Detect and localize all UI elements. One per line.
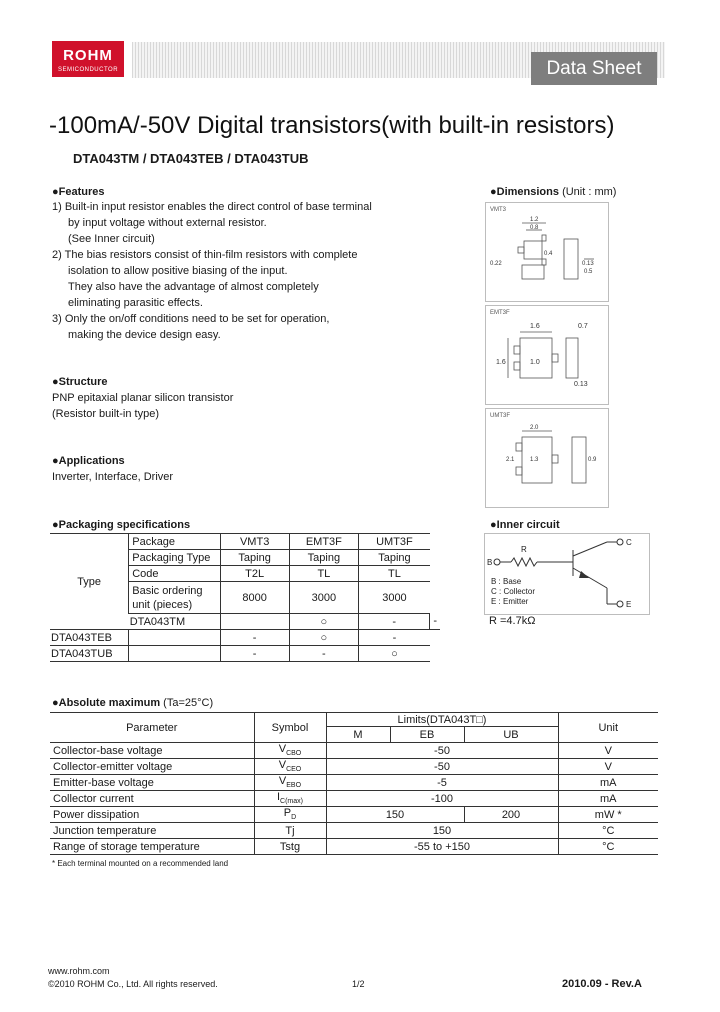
symbol-sub: CEO (286, 766, 302, 774)
inner-circuit-diagram (484, 533, 650, 615)
limit-value: -55 to +150 (326, 839, 558, 855)
symbol-main: I (276, 791, 281, 804)
page-title: -100mA/-50V Digital transistors(with built-in resistors) (49, 112, 615, 139)
feature-line: They also have the advantage of almost completely (68, 281, 319, 293)
row-label (129, 582, 220, 614)
part-numbers: DTA043TM / DTA043TEB / DTA043TUB (73, 151, 309, 166)
row-label: Package (129, 534, 220, 550)
table-cell: - (220, 630, 289, 646)
row-label-line: unit (pieces) (132, 598, 193, 611)
symbol-cell (254, 775, 326, 791)
dimensions-heading (490, 186, 616, 198)
feature-line: eliminating parasitic effects. (68, 297, 203, 309)
absolute-max-title: ●Absolute maximum (52, 697, 161, 709)
panel-label: UMT3F (490, 413, 510, 419)
dim-value: 0.13 (582, 261, 594, 267)
table-row (50, 823, 658, 839)
table-cell: - (359, 630, 430, 646)
param-name: Power dissipation (50, 807, 254, 823)
unit-value: V (558, 743, 658, 759)
table-row (50, 743, 658, 759)
unit-value: V (558, 759, 658, 775)
table-row (50, 534, 440, 550)
legend-line: B : Base (491, 577, 522, 586)
row-label: Code (129, 566, 220, 582)
applications-line: Inverter, Interface, Driver (52, 471, 174, 483)
table-row (50, 839, 658, 855)
dim-value: 1.3 (530, 457, 539, 463)
table-cell: VMT3 (220, 534, 289, 550)
dim-value: 0.4 (544, 251, 553, 257)
dim-value: 1.6 (496, 359, 506, 366)
feature-line: 2) The bias resistors consist of thin-film resistors with complete (52, 249, 358, 261)
symbol-cell: Tj (254, 823, 326, 839)
unit-value: mA (558, 791, 658, 807)
resistor-label: R (521, 545, 527, 554)
data-sheet-label: Data Sheet (531, 52, 657, 85)
limit-value: 150 (326, 823, 558, 839)
symbol-cell (254, 807, 326, 823)
rohm-logo (52, 41, 124, 77)
absolute-max-condition: (Ta=25°C) (163, 697, 214, 709)
feature-line: isolation to allow positive biasing of the input. (68, 265, 288, 277)
dim-value: 0.22 (490, 261, 502, 267)
limit-value-ub: 200 (464, 807, 558, 823)
absolute-max-table (50, 712, 658, 855)
dimension-panel-umt3f (485, 408, 609, 508)
terminal-c-icon (617, 539, 623, 545)
table-cell: - (289, 646, 358, 662)
panel-label: VMT3 (490, 207, 507, 213)
footnote: * Each terminal mounted on a recommended land (52, 859, 229, 868)
footer-page-number: 1/2 (352, 979, 365, 989)
dimensions-unit: (Unit : mm) (562, 186, 617, 198)
legend-line: E : Emitter (491, 597, 529, 606)
symbol-cell (254, 759, 326, 775)
part-name: DTA043TUB (50, 646, 129, 662)
dim-value: 0.8 (530, 225, 539, 231)
table-cell: 3000 (289, 582, 358, 614)
dim-value: 1.2 (530, 217, 539, 223)
unit-value: °C (558, 839, 658, 855)
part-name: DTA043TM (129, 614, 220, 630)
logo-text: ROHM (63, 47, 113, 64)
table-cell: TL (359, 566, 430, 582)
footer-website[interactable]: www.rohm.com (48, 966, 110, 976)
table-cell: - (359, 614, 430, 630)
symbol-sub: CBO (286, 750, 302, 758)
footer-copyright: ©2010 ROHM Co., Ltd. All rights reserved. (48, 979, 218, 989)
footer-rev: Rev.A (611, 978, 642, 990)
dim-value: 2.1 (506, 457, 515, 463)
symbol-main: V (278, 743, 287, 756)
umt3f-outline-drawing (486, 409, 610, 509)
table-header-row (50, 713, 658, 727)
dim-value: 0.9 (588, 457, 597, 463)
sub-col-m: M (326, 727, 390, 743)
row-label-line: Basic ordering (132, 584, 203, 597)
dimensions-title: ●Dimensions (490, 186, 559, 198)
logo-subtext: SEMICONDUCTOR (57, 67, 119, 73)
dim-value: 1.0 (530, 359, 540, 366)
dim-value: 0.13 (574, 381, 588, 388)
pin-e-label: E (626, 600, 632, 609)
col-symbol: Symbol (254, 713, 326, 743)
col-unit: Unit (558, 713, 658, 743)
panel-label: EMT3F (490, 310, 510, 316)
dimension-panel-emt3f (485, 305, 609, 405)
param-name: Collector-base voltage (50, 743, 254, 759)
absolute-max-heading (52, 697, 213, 709)
table-cell: 3000 (359, 582, 430, 614)
unit-value: mW * (558, 807, 658, 823)
table-cell: - (220, 646, 289, 662)
limit-value: -50 (326, 743, 558, 759)
limit-value: -5 (326, 775, 558, 791)
footer-revision (562, 978, 642, 990)
type-label: Type (50, 534, 129, 630)
symbol-main: V (278, 759, 287, 772)
part-name: DTA043TEB (50, 630, 129, 646)
pin-b-label: B (487, 558, 493, 567)
symbol-cell (254, 743, 326, 759)
symbol-main: V (278, 775, 287, 788)
packaging-table (50, 533, 440, 662)
structure-line: (Resistor built-in type) (52, 408, 159, 420)
param-name: Junction temperature (50, 823, 254, 839)
footer-date: 2010.09 - (562, 978, 609, 990)
table-cell: - (430, 614, 440, 630)
table-cell: T2L (220, 566, 289, 582)
table-row (50, 646, 440, 662)
dim-value: 0.5 (584, 269, 593, 275)
table-row (50, 630, 440, 646)
table-cell: EMT3F (289, 534, 358, 550)
resistor-value: R =4.7kΩ (489, 615, 536, 627)
table-cell: UMT3F (359, 534, 430, 550)
legend-line: C : Collector (491, 587, 536, 596)
param-name: Collector current (50, 791, 254, 807)
feature-line: (See Inner circuit) (68, 233, 155, 245)
terminal-b-icon (494, 559, 500, 565)
table-row (50, 775, 658, 791)
col-parameter: Parameter (50, 713, 254, 743)
feature-line: 3) Only the on/off conditions need to be set for operation, (52, 313, 330, 325)
features-heading: ●Features (52, 186, 105, 198)
table-cell: Taping (220, 550, 289, 566)
param-name: Emitter-base voltage (50, 775, 254, 791)
transistor-schematic (485, 534, 651, 616)
table-cell: TL (289, 566, 358, 582)
inner-circuit-heading: ●Inner circuit (490, 519, 560, 531)
table-row (50, 791, 658, 807)
param-name: Range of storage temperature (50, 839, 254, 855)
terminal-e-icon (617, 601, 623, 607)
dim-value: 0.7 (578, 323, 588, 330)
param-name: Collector-emitter voltage (50, 759, 254, 775)
sub-col-ub: UB (464, 727, 558, 743)
table-cell: ○ (359, 646, 430, 662)
sub-col-eb: EB (390, 727, 464, 743)
table-cell: 8000 (220, 582, 289, 614)
col-limits: Limits(DTA043T□) (326, 713, 558, 727)
symbol-cell: Tstg (254, 839, 326, 855)
table-cell: Taping (289, 550, 358, 566)
feature-line: making the device design easy. (68, 329, 221, 341)
dim-value: 2.0 (530, 425, 539, 431)
symbol-sub: EBO (286, 782, 302, 790)
emt3f-outline-drawing (486, 306, 610, 406)
symbol-sub: C(max) (280, 798, 303, 806)
table-cell: ○ (289, 614, 358, 630)
row-label: Packaging Type (129, 550, 220, 566)
dimension-panel-vmt3 (485, 202, 609, 302)
symbol-cell (254, 791, 326, 807)
vmt3-outline-drawing (486, 203, 610, 303)
table-row (50, 807, 658, 823)
packaging-heading: ●Packaging specifications (52, 519, 191, 531)
dim-value: 1.6 (530, 323, 540, 330)
table-cell: Taping (359, 550, 430, 566)
feature-line: 1) Built-in input resistor enables the direct control of base terminal (52, 201, 372, 213)
limit-value-m-eb: 150 (326, 807, 464, 823)
pin-c-label: C (626, 538, 632, 547)
limit-value: -50 (326, 759, 558, 775)
table-row (50, 759, 658, 775)
symbol-main: P (283, 807, 292, 820)
structure-heading: ●Structure (52, 376, 108, 388)
unit-value: °C (558, 823, 658, 839)
symbol-sub: D (291, 814, 297, 822)
unit-value: mA (558, 775, 658, 791)
structure-line: PNP epitaxial planar silicon transistor (52, 392, 234, 404)
table-cell: ○ (289, 630, 358, 646)
applications-heading: ●Applications (52, 455, 125, 467)
feature-line: by input voltage without external resistor. (68, 217, 267, 229)
limit-value: -100 (326, 791, 558, 807)
